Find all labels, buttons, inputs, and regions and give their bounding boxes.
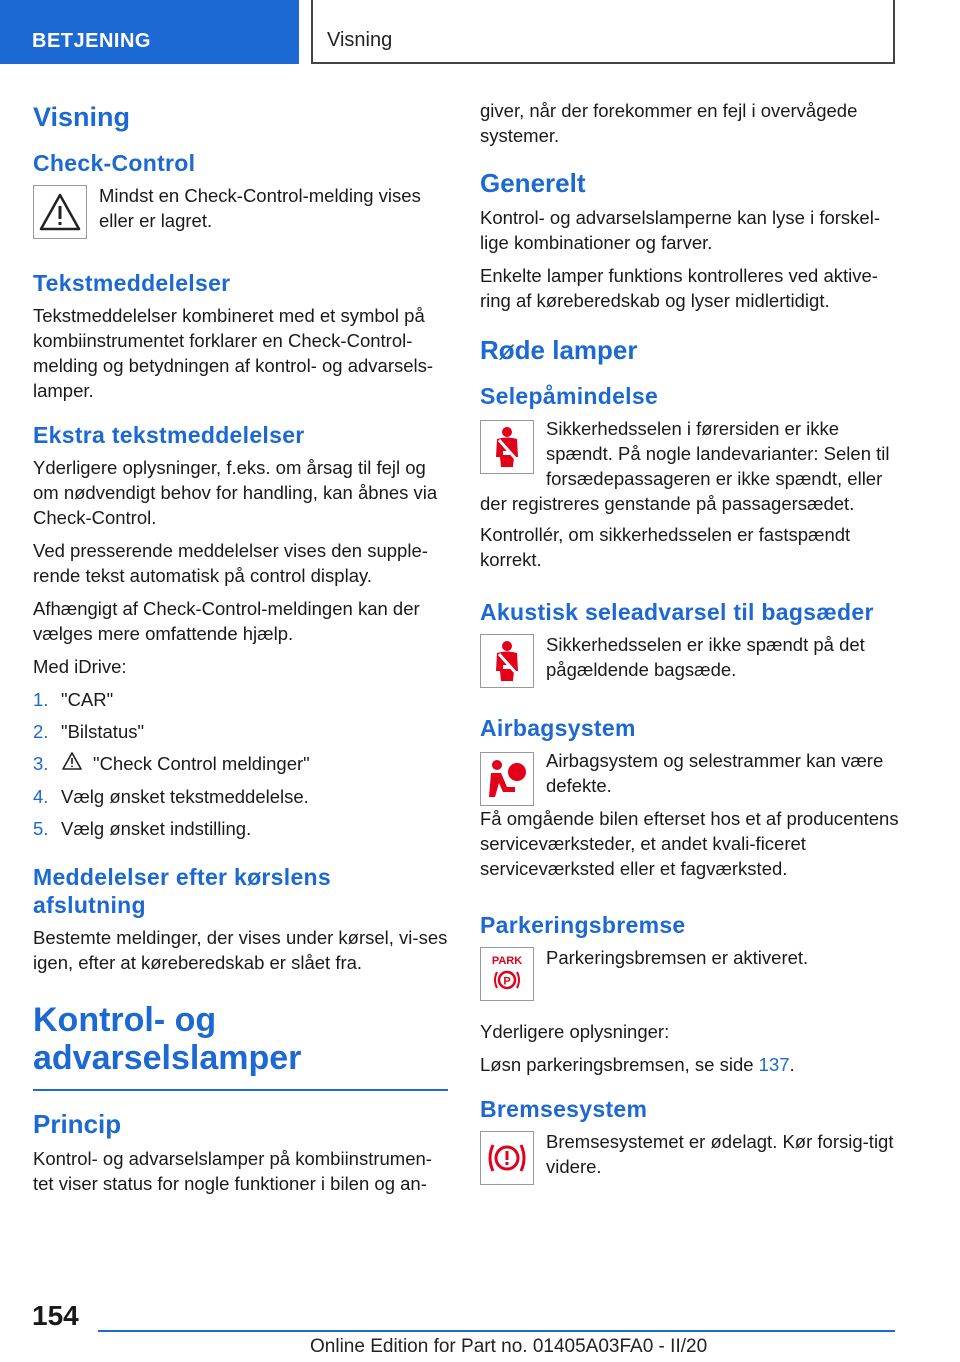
small-warning-icon xyxy=(61,751,83,777)
check-control-text: Mindst en Check-Control-melding vises eller er lagret. xyxy=(99,185,421,231)
tekst-heading: Tekstmeddelelser xyxy=(33,270,231,296)
tekst-text: Tekstmeddelelser kombineret med et symbol på kombiinstrumentet forklarer en Check-Control-melding og betydningen af kontrol- og advarsels-lamper. xyxy=(33,305,434,401)
seatbelt-rear-icon xyxy=(480,634,534,688)
akustisk-row xyxy=(480,632,900,688)
sele-p2: Kontrollér, om sikkerhedsselen er fastspændt korrekt. xyxy=(480,524,851,570)
efter-text: Bestemte meldinger, der vises under kørsel, vi-ses igen, efter at køreberedskab er slået fra. xyxy=(33,927,448,973)
ekstra-p4: Med iDrive: xyxy=(33,656,127,677)
bremse-row xyxy=(480,1129,900,1185)
right-column xyxy=(480,98,900,1191)
bremse-text: Bremsesystemet er ødelagt. Kør forsig-tigt videre. xyxy=(546,1131,894,1177)
park-icon-label: PARK xyxy=(491,955,523,967)
ekstra-p2: Ved presserende meddelelser vises den supple-rende tekst automatisk på control display. xyxy=(33,540,428,586)
airbag-heading: Airbagsystem xyxy=(480,715,636,741)
step-text: "CAR" xyxy=(61,689,114,710)
list-item xyxy=(33,751,448,777)
page-link[interactable]: 137 xyxy=(758,1054,790,1075)
seatbelt-icon xyxy=(480,420,534,474)
warning-triangle-icon xyxy=(33,185,87,239)
parkering-p2: Yderligere oplysninger: xyxy=(480,1021,670,1042)
generelt-p1: Kontrol- og advarselslamperne kan lyse i forskel-lige kombinationer og farver. xyxy=(480,207,880,253)
airbag-text-1: Airbagsystem og selestrammer kan være defekte. xyxy=(546,750,884,796)
left-column xyxy=(33,98,448,1204)
parkering-text: Parkeringsbremsen er aktiveret. xyxy=(546,947,809,968)
generelt-heading: Generelt xyxy=(480,168,586,198)
idrive-steps xyxy=(33,687,448,841)
sele-row xyxy=(480,416,900,516)
airbag-text-2: Få omgående bilen efterset hos et af producentens serviceværksteder, et andet kvali-ficeret serviceværksted eller et fagværksted. xyxy=(480,808,899,879)
section-divider xyxy=(33,1089,448,1091)
efter-heading: Meddelelser efter kørslens afslutning xyxy=(33,864,331,918)
step-text: Vælg ønsket indstilling. xyxy=(61,818,252,839)
step-text: "Check Control meldinger" xyxy=(93,753,310,774)
princip-text: Kontrol- og advarselslamper på kombiinstrumen-tet viser status for nogle funktioner i bilen og an- xyxy=(33,1148,432,1194)
check-control-row xyxy=(33,183,448,239)
list-item xyxy=(33,784,448,809)
park-brake-icon xyxy=(480,947,534,1001)
airbag-icon xyxy=(480,752,534,806)
step-text: Vælg ønsket tekstmeddelelse. xyxy=(61,786,309,807)
brake-warning-icon xyxy=(480,1131,534,1185)
airbag-text xyxy=(480,748,900,881)
sele-heading: Selepåmindelse xyxy=(480,383,659,409)
check-control-heading: Check-Control xyxy=(33,150,196,176)
step-number: 5. xyxy=(33,818,49,839)
page-number: 154 xyxy=(32,1300,79,1331)
topic-tab: Visning xyxy=(311,0,895,64)
step-number: 3. xyxy=(33,753,49,774)
section-tab: BETJENING xyxy=(0,0,299,64)
step-number: 2. xyxy=(33,721,49,742)
ekstra-p1: Yderligere oplysninger, f.eks. om årsag til fejl og om nødvendigt behov for handling, kan åbnes via Check-Control. xyxy=(33,457,438,528)
rode-lamper-heading: Røde lamper xyxy=(480,335,638,365)
princip-continued-text: giver, når der forekommer en fejl i overvågede systemer. xyxy=(480,100,858,146)
parkering-heading: Parkeringsbremse xyxy=(480,912,686,938)
akustisk-heading: Akustisk seleadvarsel til bagsæder xyxy=(480,599,874,625)
princip-heading: Princip xyxy=(33,1109,122,1139)
kontrol-heading xyxy=(33,1001,448,1077)
airbag-row xyxy=(480,748,900,881)
sele-text: Sikkerhedsselen i førersiden er ikke spændt. På nogle landevarianter: Selen til forsædepassageren er ikke spændt, eller der registreres genstande på passagersædet. xyxy=(480,418,890,514)
ekstra-heading: Ekstra tekstmeddelelser xyxy=(33,422,305,448)
generelt-p2: Enkelte lamper funktions kontrolleres ved aktive-ring af køreberedskab og lyser midlertidigt. xyxy=(480,265,878,311)
step-text: "Bilstatus" xyxy=(61,721,145,742)
footer-divider xyxy=(98,1330,895,1332)
parkering-p3-prefix: Løsn parkeringsbremsen, se side xyxy=(480,1054,759,1075)
step-number: 1. xyxy=(33,689,49,710)
kontrol-heading-line2: advarselslamper xyxy=(33,1039,302,1077)
parkering-p3-suffix: . xyxy=(789,1054,795,1075)
ekstra-p3: Afhængigt af Check-Control-meldingen kan der vælges mere omfattende hjælp. xyxy=(33,598,420,644)
svg-text:P: P xyxy=(503,975,511,988)
list-item xyxy=(33,719,448,744)
bremse-heading: Bremsesystem xyxy=(480,1096,648,1122)
list-item xyxy=(33,816,448,841)
akustisk-text: Sikkerhedsselen er ikke spændt på det pågældende bagsæde. xyxy=(546,634,865,680)
page-title: Visning xyxy=(33,102,131,132)
kontrol-heading-line1: Kontrol- og xyxy=(33,1001,217,1039)
parkering-p3 xyxy=(480,1052,900,1077)
footer-edition: Online Edition for Part no. 01405A03FA0 - II/20 xyxy=(310,1336,708,1357)
step-number: 4. xyxy=(33,786,49,807)
parkering-row xyxy=(480,945,900,1001)
list-item xyxy=(33,687,448,712)
